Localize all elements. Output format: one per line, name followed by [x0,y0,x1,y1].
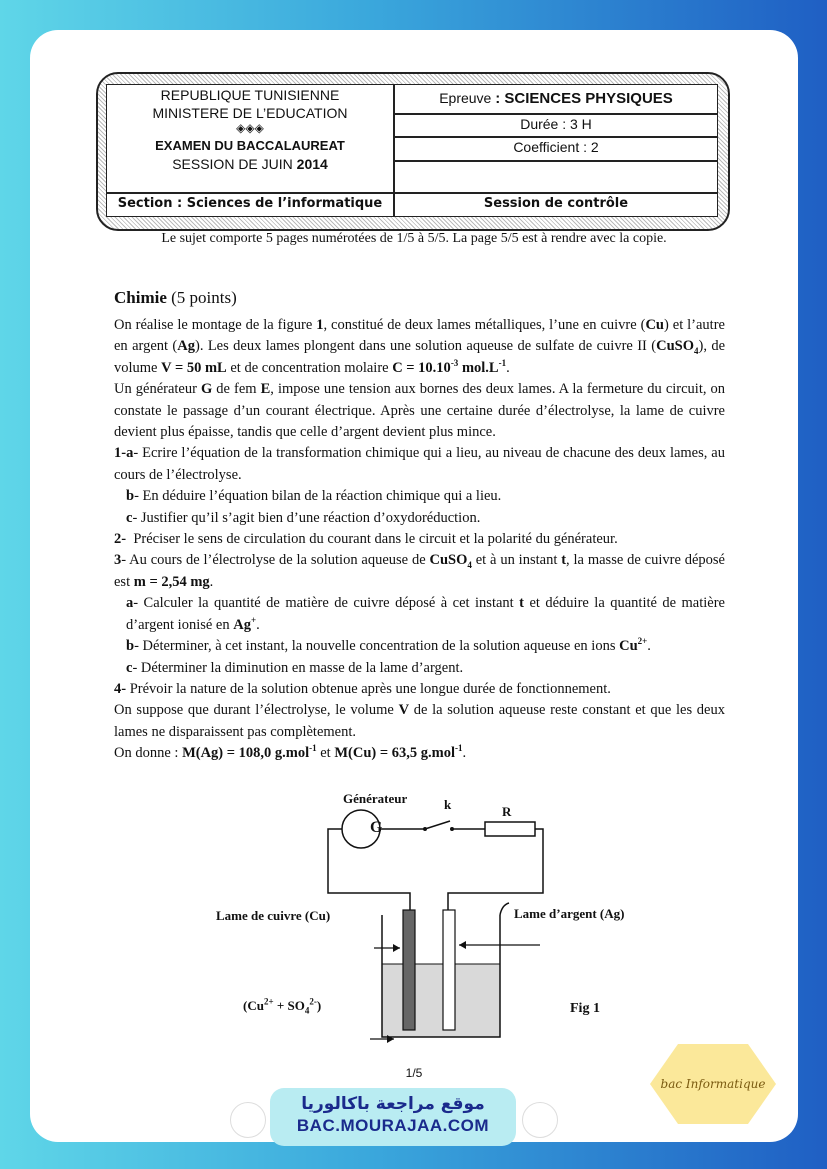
resistor-label: R [502,804,512,819]
generator-symbol-label: G [370,819,383,836]
resistor [485,822,535,836]
header-table [106,84,718,217]
page-number: 1/5 [405,1066,423,1080]
subject-note: Le sujet comporte 5 pages numérotées de 1/5 à 5/5. La page 5/5 est à rendre avec la copie. [161,231,667,246]
copper-plate [403,910,415,1030]
logo-text: bac Informatique [660,1077,766,1091]
header-frame [96,72,730,231]
switch-blade [425,821,450,829]
exam-title: EXAMEN DU BACCALAUREAT [155,138,345,153]
duree-text: Durée : 3 H [520,116,592,132]
switch-label: k [444,797,452,812]
generator-label: Générateur [343,791,408,806]
session-line: SESSION DE JUIN 2014 [172,156,328,172]
figure-caption: Fig 1 [570,1001,600,1016]
section-text: Section : Sciences de l’informatique [117,196,383,211]
site-arabic: موقع مراجعة باكالوريا [301,1094,485,1114]
exam-page [30,30,798,1142]
ornament: ◈◈◈ [236,121,264,135]
coefficient-text: Coefficient : 2 [513,139,599,155]
silver-label: Lame d’argent (Ag) [514,906,625,921]
section-heading: Chimie (5 points) [114,288,237,307]
solution [382,964,500,1037]
ministry-text: MINISTERE DE L’EDUCATION [152,105,348,121]
epreuve-line: Epreuve : SCIENCES PHYSIQUES [439,90,673,107]
republic-text: REPUBLIQUE TUNISIENNE [160,87,340,103]
site-url[interactable]: BAC.MOURAJAA.COM [296,1116,490,1135]
session-type: Session de contrôle [483,196,629,211]
copper-label: Lame de cuivre (Cu) [216,908,331,923]
site-banner[interactable] [270,1088,516,1146]
solution-label: $(Cu^{2+} + SO_4^{2-})$ [243,996,322,1016]
silver-plate [443,910,455,1030]
bac-informatique-logo [648,1040,778,1128]
exercise-text: On réalise le montage de la figure 1, constitué de deux lames métalliques, l’une en cuivre (Cu) et l’autre en argent (Ag). Les deux lames plongent dans une solution aqueuse de sulfate de cuivre II (CuSO$_4$), de volume V = 50 mL et de concentration molaire $C = 10.10^{-3}$ $mol.L^{-1}$. Un générateur G de fem E, impose une tension aux bornes des deux lames. A la fermeture du circuit, on constate le passage d’un courant électrique. Après une certaine durée d’électrolyse, la lame de cuivre devient plus épaisse, tandis que celle d’argent devient plus mince. 1-a- Ecrire l’équation de la transformation chimique qui a lieu, au niveau de chacune des deux lames, au cours de l’électrolyse. b- En déduire l’équation bilan de la réaction chimique qui a lieu. c- Justifier qu’il s’agit bien d’une réaction d’oxydoréduction. 2- Préciser le sens de circulation du courant dans le circuit et la polarité du générateur. 3- Au cours de l’électrolyse de la solution aqueuse de CuSO$_4$ et à un instant t, la masse de cuivre déposé est m = 2,54 mg. a- Calculer la quantité de matière de cuivre déposé à cet instant t et déduire la quantité de matière d’argent ionisé en Ag+. b- Déterminer, à cet instant, la nouvelle concentration de la solution aqueuse en ions $Cu^{2+}$. c- Déterminer la diminution en masse de la lame d’argent. 4- Prévoir la nature de la solution obtenue après une longue durée de fonctionnement. On suppose que durant l’électrolyse, le volume V de la solution aqueuse reste constant et que les deux lames ne disparaissent pas complètement. On donne : M(Ag) = 108,0 g.mol$^{-1}$ et M(Cu) = 63,5 g.mol$^{-1}$. [114,317,726,762]
left-logo-icon [230,1102,266,1138]
right-logo-icon [522,1102,558,1138]
